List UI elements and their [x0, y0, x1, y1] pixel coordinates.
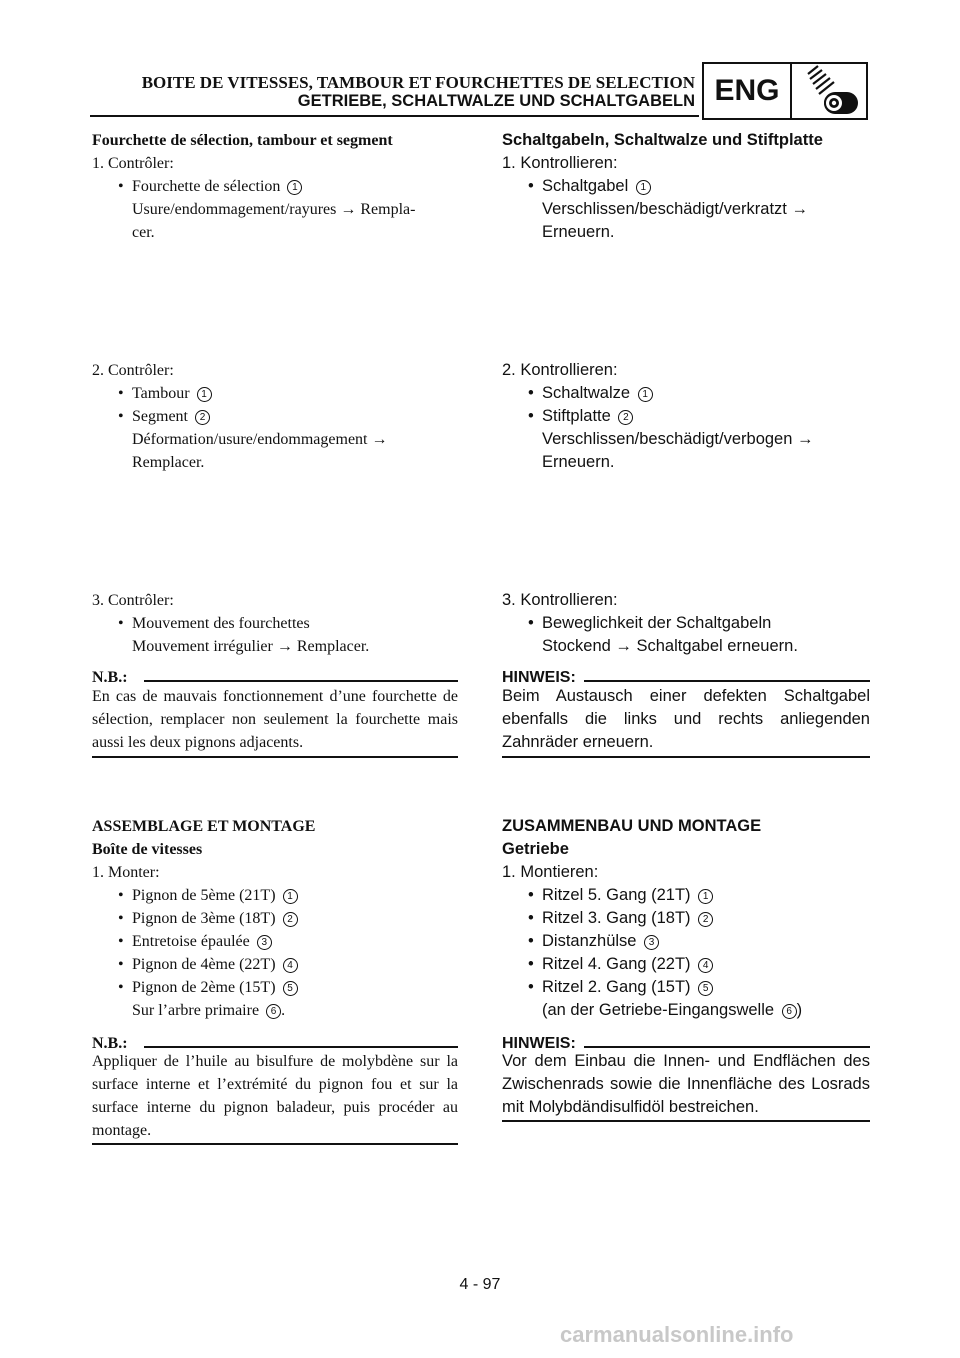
fr-bullet-fork-movement: • Mouvement des fourchettes — [118, 615, 310, 632]
fr-gear-item: • Entretoise épaulée 3 — [92, 930, 458, 953]
de-note-end-rule — [502, 756, 870, 758]
de-note2-rule — [584, 1046, 870, 1048]
fr-note2-end-rule — [92, 1143, 458, 1145]
callout-number: 5 — [698, 981, 713, 996]
header-title-fr: BOITE DE VITESSES, TAMBOUR ET FOURCHETTES DE SELECTION — [141, 73, 695, 92]
de-step-1: 1. Kontrollieren: — [502, 154, 618, 172]
de-bullet-drum: • Schaltwalze 1 — [502, 382, 870, 405]
callout-number: 2 — [698, 912, 713, 927]
de-bullet-pin-plate: • Stiftplatte 2 — [502, 405, 870, 428]
fr-gear-item: • Pignon de 3ème (18T) 2 — [92, 907, 458, 930]
callout-number: 1 — [287, 180, 302, 195]
de-note2-label: HINWEIS: — [502, 1035, 576, 1052]
fr-step-3: 3. Contrôler: — [92, 592, 174, 609]
de-section-step-3 — [502, 589, 870, 658]
badge-divider — [790, 62, 792, 120]
fr-note2-rule — [144, 1046, 458, 1048]
fr-step-1: 1. Contrôler: — [92, 155, 174, 172]
fr-section-assembly — [92, 815, 458, 1022]
callout-number: 2 — [283, 912, 298, 927]
de-gear-item: • Ritzel 4. Gang (22T) 4 — [502, 953, 870, 976]
callout-number: 1 — [638, 387, 653, 402]
fr-result-line: Déformation/usure/endommagement → — [132, 431, 388, 448]
fr-result-line: Usure/endommagement/rayures → Rempla- — [132, 201, 416, 218]
fr-gear-item: • Pignon de 2ème (15T) 5 — [92, 976, 458, 999]
callout-number: 4 — [698, 958, 713, 973]
engine-part-icon — [794, 64, 866, 118]
fr-section-step-3 — [92, 589, 458, 658]
callout-number: 1 — [636, 180, 651, 195]
callout-number: 6 — [782, 1004, 797, 1019]
fr-bullet-shift-fork: • Fourchette de sélection 1 — [92, 175, 458, 198]
de-note-text: Beim Austausch einer defekten Schaltgabel ebenfalls die links und rechts anliegenden Zahnräder erneuern. — [502, 687, 870, 751]
fr-note-rule — [144, 680, 458, 682]
de-note-label: HINWEIS: — [502, 669, 576, 686]
de-result-line: Verschlissen/beschädigt/verbogen → — [542, 430, 814, 448]
fr-section-step-2 — [92, 359, 458, 474]
de-gear-item: • Ritzel 5. Gang (21T) 1 — [502, 884, 870, 907]
de-gear-item: • Ritzel 3. Gang (18T) 2 — [502, 907, 870, 930]
callout-number: 2 — [618, 410, 633, 425]
de-section-inspection — [502, 129, 870, 244]
callout-number: 1 — [283, 889, 298, 904]
de-result-line: Verschlissen/beschädigt/verkratzt → — [542, 200, 808, 218]
callout-number: 2 — [195, 410, 210, 425]
fr-result-line: Remplacer. — [132, 454, 205, 471]
fr-assembly-title: ASSEMBLAGE ET MONTAGE — [92, 818, 316, 835]
de-shaft-line: (an der Getriebe-Eingangswelle 6 ) — [542, 1001, 803, 1019]
fr-result-line: Mouvement irrégulier → Remplacer. — [132, 638, 370, 655]
fr-bullet-segment: • Segment 2 — [92, 405, 458, 428]
fr-note2-label: N.B.: — [92, 1035, 128, 1052]
de-step-3: 3. Kontrollieren: — [502, 591, 618, 609]
de-section-assembly — [502, 815, 870, 1022]
fr-step-install: 1. Monter: — [92, 864, 160, 881]
de-result-line: Erneuern. — [542, 223, 615, 241]
fr-result-line: cer. — [132, 224, 155, 241]
fr-heading-shift-fork: Fourchette de sélection, tambour et segment — [92, 132, 393, 149]
de-assembly-title: ZUSAMMENBAU UND MONTAGE — [502, 817, 762, 835]
page-number: 4 - 97 — [459, 1276, 501, 1293]
callout-number: 3 — [257, 935, 272, 950]
fr-note-text: En cas de mauvais fonctionnement d’une fourchette de sélection, remplacer non seulement la fourchette mais aussi les deux pignons adjacents. — [92, 688, 458, 751]
de-note2-text: Vor dem Einbau die Innen- und Endflächen des Zwischenrads sowie die Innenfläche des Losrads mit Molybdändisulfidöl bestreichen. — [502, 1052, 870, 1116]
de-gear-item: • Distanzhülse 3 — [502, 930, 870, 953]
de-bullet-fork-movement: • Beweglichkeit der Schaltgabeln — [528, 614, 772, 632]
callout-number: 6 — [266, 1004, 281, 1019]
callout-number: 4 — [283, 958, 298, 973]
de-step-install: 1. Montieren: — [502, 863, 599, 881]
fr-note-label: N.B.: — [92, 669, 128, 686]
de-gear-item: • Ritzel 2. Gang (15T) 5 — [502, 976, 870, 999]
callout-number: 1 — [197, 387, 212, 402]
callout-number: 1 — [698, 889, 713, 904]
de-result-line: Erneuern. — [542, 453, 615, 471]
de-heading-shift-fork: Schaltgabeln, Schaltwalze und Stiftplatte — [502, 131, 823, 149]
callout-number: 5 — [283, 981, 298, 996]
de-note-rule — [584, 680, 870, 682]
badge-label: ENG — [714, 74, 780, 107]
fr-gear-item: • Pignon de 5ème (21T) 1 — [92, 884, 458, 907]
de-note2-end-rule — [502, 1120, 870, 1122]
fr-shaft-line: Sur l’arbre primaire 6 . — [132, 1002, 286, 1019]
callout-number: 3 — [644, 935, 659, 950]
header-rule — [90, 115, 699, 117]
fr-note2-text: Appliquer de l’huile au bisulfure de molybdène sur la surface interne et l’extrémité du pignon fou et sur la surface interne du pignon baladeur, puis procéder au montage. — [92, 1053, 458, 1139]
watermark: carmanualsonline.info — [560, 1322, 794, 1347]
header-title-de: GETRIEBE, SCHALTWALZE UND SCHALTGABELN — [297, 92, 695, 110]
fr-assembly-heading: Boîte de vitesses — [92, 841, 203, 858]
fr-note-end-rule — [92, 756, 458, 758]
de-result-line: Stockend → Schaltgabel erneuern. — [542, 637, 798, 655]
de-bullet-shift-fork: • Schaltgabel 1 — [502, 175, 870, 198]
fr-step-2: 2. Contrôler: — [92, 362, 174, 379]
fr-bullet-drum: • Tambour 1 — [92, 382, 458, 405]
fr-section-inspection — [92, 129, 458, 244]
de-section-step-2 — [502, 359, 870, 474]
de-assembly-heading: Getriebe — [502, 840, 569, 858]
de-step-2: 2. Kontrollieren: — [502, 361, 618, 379]
fr-gear-item: • Pignon de 4ème (22T) 4 — [92, 953, 458, 976]
